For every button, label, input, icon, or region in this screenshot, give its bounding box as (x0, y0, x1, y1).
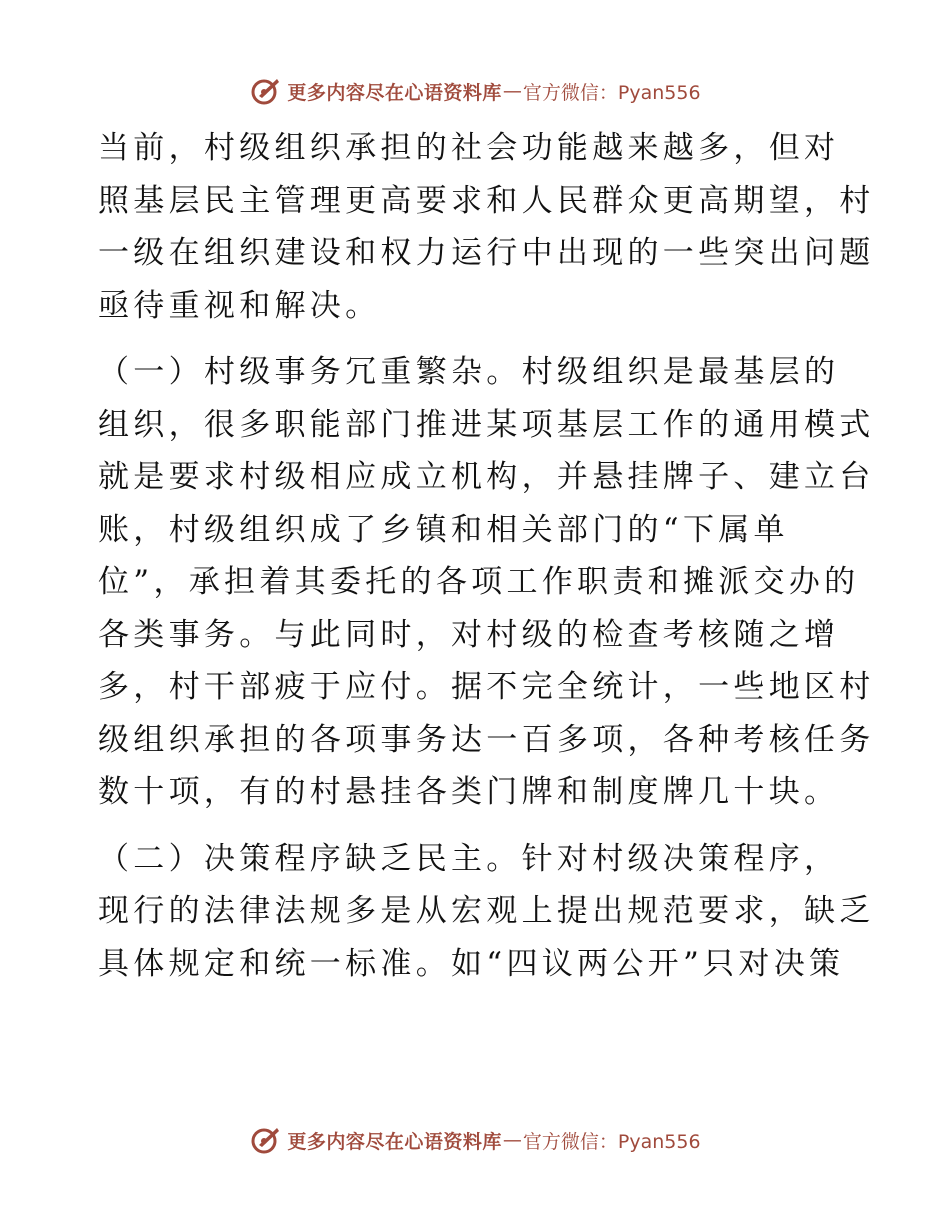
paragraph-section-1 (98, 346, 875, 819)
quill-circle-icon (249, 1123, 283, 1157)
text-line: （二）决策程序缺乏民主。针对村级决策程序， (98, 840, 840, 877)
text-line: 各类事务。与此同时，对村级的检查考核随之增 (98, 616, 840, 653)
document-body (98, 122, 875, 990)
paragraph-intro (98, 122, 875, 332)
watermark-separator: — (502, 80, 522, 102)
text-line: 数十项，有的村悬挂各类门牌和制度牌几十块。 (98, 774, 840, 810)
text-line: 亟待重视和解决。 (98, 287, 381, 324)
text-line: 级组织承担的各项事务达一百多项，各种考核任务 (98, 721, 875, 758)
text-line: 当前，村级组织承担的社会功能越来越多，但对 (98, 130, 840, 166)
footer-watermark (0, 1120, 950, 1160)
text-line: 现行的法律法规多是从宏观上提出规范要求，缺乏 (98, 893, 875, 929)
watermark-brand-text: 更多内容尽在心语资料库 (287, 1130, 502, 1153)
paragraph-section-2 (98, 833, 875, 991)
text-line: 组织，很多职能部门推进某项基层工作的通用模式 (98, 406, 875, 443)
watermark-brand-text: 更多内容尽在心语资料库 (287, 81, 502, 104)
text-line: 就是要求村级相应成立机构，并悬挂牌子、建立台 (98, 459, 875, 495)
text-line: 照基层民主管理更高要求和人民群众更高期望，村 (98, 182, 875, 219)
text-line: 账，村级组织成了乡镇和相关部门的“下属单 (98, 511, 789, 548)
quill-circle-icon (249, 74, 283, 108)
watermark-separator: — (502, 1129, 522, 1151)
text-line: 具体规定和统一标准。如“四议两公开”只对决策 (98, 945, 845, 982)
watermark-wechat-text: 官方微信：Pyan556 (522, 1130, 701, 1153)
text-line: 位”，承担着其委托的各项工作职责和摊派交办的 (98, 564, 860, 600)
text-line: 一级在组织建设和权力运行中出现的一些突出问题 (98, 235, 875, 271)
header-watermark (0, 71, 950, 111)
watermark-wechat-text: 官方微信：Pyan556 (522, 81, 701, 104)
text-line: （一）村级事务冗重繁杂。村级组织是最基层的 (98, 354, 840, 390)
text-line: 多，村干部疲于应付。据不完全统计，一些地区村 (98, 669, 875, 705)
